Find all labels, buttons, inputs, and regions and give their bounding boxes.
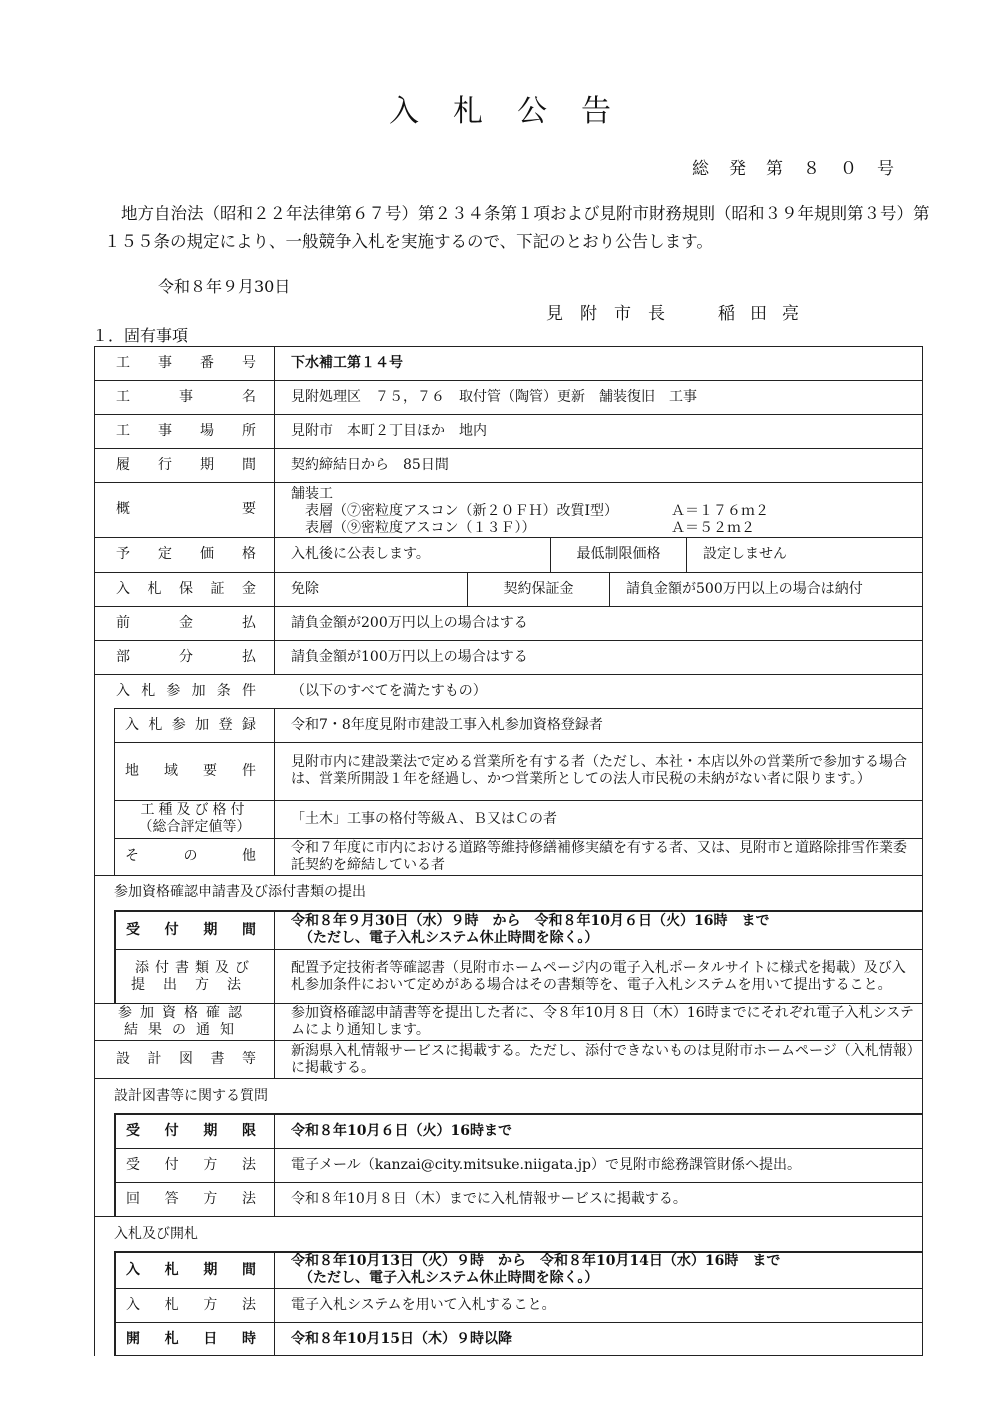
label-text — [125, 717, 256, 734]
label-char: 加 — [195, 716, 210, 733]
label-char: 法 — [241, 1157, 256, 1173]
label-char: 地 — [125, 762, 139, 779]
label-text — [126, 1331, 256, 1348]
label-char: 事 — [158, 354, 172, 371]
application-heading: 参加資格確認申請書及び添付書類の提出 — [114, 884, 366, 900]
intro-paragraph: 地方自治法（昭和２２年法律第６７号）第２３４条第１項および見附市財務規則（昭和３９年規則第３号）第１５５条の規定により、一般競争入札を実施するので、下記のとおり公告します。 — [104, 204, 930, 251]
label-text — [116, 546, 256, 563]
label-char: 金 — [242, 580, 256, 597]
koji-mei-value: 見附処理区 ７５，７６ 取付管（陶管）更新 舗装復旧 工事 — [291, 388, 697, 405]
koshu-label-main: 工種及び格付 — [140, 802, 249, 818]
kaisatsu-label — [116, 1323, 274, 1355]
label-char: 間 — [241, 1262, 256, 1278]
label-char: 事 — [179, 388, 193, 405]
chiiki-value: 見附市内に建設業法で定める営業所を有する者（ただし、本社・本店以外の営業所で参加する場合は、営業所開設１年を経過し、かつ営業所としての法人市民税の未納がない者に限ります。） — [291, 754, 907, 787]
hoshokin-label — [94, 572, 274, 606]
uketsuke-kikan-note: （ただし、電子入札システム休止時間を除く。） — [299, 930, 599, 946]
q-kigen-value: 令和８年10月６日（火）16時まで — [291, 1123, 512, 1139]
gaiyo-line2: 表層（⑦密粒度アスコン（新２０ＦＨ）改質Ⅰ型） — [305, 503, 618, 519]
label-char: 受 — [126, 922, 140, 938]
nyusatsu-kikan-label — [116, 1253, 274, 1288]
label-text — [116, 615, 256, 632]
sonota-label — [115, 838, 274, 875]
label-text — [116, 423, 256, 440]
koshu-label — [115, 800, 274, 838]
label-char: 方 — [203, 1157, 218, 1173]
label-char: 場 — [200, 422, 214, 439]
gaiyo-line3: 表層（⑨密粒度アスコン（１３Ｆ）） — [305, 520, 536, 536]
label-char: 格 — [242, 546, 256, 562]
koji-bango-value: 下水補工第１４号 — [291, 354, 403, 371]
toroku-value: 令和7・8年度見附市建設工事入札参加資格登録者 — [291, 716, 603, 733]
label-char: の — [183, 848, 198, 864]
label-char: 方 — [203, 1297, 218, 1313]
nyusatsu-kikan-text: 令和８年10月13日（火）９時 から 令和８年10月14日（水）16時 まで — [291, 1253, 781, 1269]
table-border — [922, 346, 923, 1356]
tenpu-label-2: 提出方法 — [131, 976, 259, 993]
label-char: 登 — [218, 716, 233, 733]
nyusatsu-hoho-value: 電子入札システムを用いて入札すること。 — [291, 1297, 556, 1313]
document-number: 総発第８０号 — [692, 159, 914, 179]
label-char: 保 — [179, 580, 193, 597]
label-char: 付 — [164, 1123, 179, 1139]
label-char: 件 — [241, 682, 256, 699]
sonota-value: 令和７年度に市内における道路等維持修繕補修実績を有する者、又は、見附市と道路除排雪作業委託契約を締結している者 — [291, 839, 907, 873]
label-char: 分 — [179, 648, 193, 665]
koji-basho-label — [94, 414, 274, 448]
notice-table — [94, 346, 923, 1356]
label-text — [126, 1262, 256, 1279]
tsuchi-label-1: 参加資格確認 — [118, 1005, 250, 1021]
label-text — [116, 355, 256, 372]
gaiyo-line1: 舗装工 — [291, 486, 333, 502]
label-text — [116, 457, 256, 474]
label-text — [116, 1051, 256, 1068]
label-char: 工 — [116, 354, 130, 371]
label-char: 等 — [242, 1051, 256, 1067]
label-char: 札 — [164, 1297, 179, 1313]
label-char: 号 — [242, 354, 256, 371]
label-char: 図 — [179, 1051, 193, 1067]
label-char: 期 — [203, 922, 218, 938]
nyusatsu-hoho-label — [116, 1289, 274, 1322]
hoshokin-value: 免除 — [291, 580, 319, 597]
label-char: 払 — [242, 648, 256, 665]
chiiki-label — [115, 742, 274, 800]
label-text — [116, 683, 256, 700]
koshu-label-sub: （総合評定値等） — [138, 819, 251, 835]
label-text — [116, 581, 256, 598]
yotei-kakaku-label — [94, 537, 274, 572]
label-char: 設 — [116, 1051, 130, 1067]
label-char: 札 — [148, 716, 163, 733]
kaisatsu-value: 令和８年10月15日（木）９時以降 — [291, 1330, 512, 1347]
tenpu-label-1: 添付書類及び — [135, 959, 255, 976]
label-char: 要 — [203, 762, 217, 779]
label-char: 名 — [242, 388, 256, 405]
label-char: 加 — [191, 682, 206, 699]
toroku-label — [115, 708, 274, 742]
label-char: 工 — [116, 388, 130, 405]
label-char: 録 — [241, 716, 256, 733]
signer — [546, 299, 814, 324]
label-char: 払 — [242, 614, 256, 631]
label-char: 札 — [147, 580, 162, 597]
label-char: 入 — [125, 716, 139, 733]
label-char: 条 — [216, 682, 231, 699]
koji-mei-label — [94, 380, 274, 414]
label-char: 予 — [116, 546, 130, 562]
tenpu-value: 配置予定技術者等確認書（見附市ホームページ内の電子入札ポータルサイトに様式を掲載）及び入札参加条件において定めがある場合はその書類等を、電子入札システムを用いて提出すること。 — [291, 959, 906, 993]
label-char: 受 — [126, 1123, 140, 1139]
label-text — [126, 1297, 256, 1314]
gaiyo-line3-qty: Ａ＝５２ｍ２ — [671, 520, 755, 536]
tsuchi-value: 参加資格確認申請書等を提出した者に、令８年10月８日（木）16時までにそれぞれ電子入札システムにより通知します。 — [291, 1005, 914, 1038]
label-char: 件 — [242, 762, 256, 779]
q-kaito-value: 令和８年10月８日（木）までに入札情報サービスに掲載する。 — [291, 1191, 687, 1207]
label-text — [125, 763, 256, 780]
q-hoho-label — [116, 1149, 274, 1182]
label-text — [116, 389, 256, 406]
label-char: 入 — [116, 682, 130, 699]
label-char: 答 — [164, 1191, 179, 1207]
label-char: 札 — [164, 1330, 179, 1347]
label-char: 要 — [242, 501, 256, 517]
bubun-value: 請負金額が100万円以上の場合はする — [291, 648, 528, 665]
bidding-heading: 入札及び開札 — [114, 1225, 198, 1242]
label-char: 前 — [116, 614, 130, 631]
label-char: 行 — [158, 456, 172, 473]
q-hoho-value: 電子メール（kanzai@city.mitsuke.niigata.jp）で見附市総務課管財係へ提出。 — [291, 1157, 802, 1173]
label-text — [126, 1157, 256, 1174]
label-text — [125, 848, 256, 865]
label-char: 期 — [203, 1262, 218, 1278]
signer-title: 見附市長 — [546, 304, 682, 324]
koji-bango-label — [94, 346, 274, 380]
gaiyo-line3-row — [291, 520, 922, 537]
koshu-value: 「土木」工事の格付等級Ａ、Ｂ又はＣの者 — [291, 810, 557, 827]
riko-kikan-label — [94, 448, 274, 482]
keiyaku-hoshokin-label: 契約保証金 — [503, 580, 574, 597]
notice-date: 令和８年９月30日 — [158, 277, 291, 296]
nyusatsu-kikan-note: （ただし、電子入札システム休止時間を除く。） — [299, 1270, 599, 1286]
label-char: 回 — [126, 1191, 140, 1207]
label-char: 間 — [241, 922, 256, 938]
label-text — [126, 1123, 256, 1140]
uketsuke-kikan-text: 令和８年９月30日（水）９時 から 令和８年10月６日（火）16時 まで — [291, 913, 770, 929]
label-text — [126, 1191, 256, 1208]
label-char: 他 — [242, 848, 256, 864]
q-kaito-label — [116, 1183, 274, 1216]
label-char: 番 — [200, 354, 214, 371]
sekkei-label — [94, 1041, 274, 1078]
label-char: 法 — [241, 1191, 256, 1207]
label-char: 概 — [116, 501, 130, 517]
bubun-label — [94, 640, 274, 674]
label-char: 方 — [203, 1191, 218, 1207]
uketsuke-kikan-label — [116, 912, 274, 949]
label-char: 計 — [147, 1051, 162, 1067]
label-char: 履 — [116, 456, 130, 473]
label-char: 法 — [241, 1297, 256, 1313]
label-char: 価 — [200, 546, 214, 562]
label-char: 証 — [210, 580, 225, 597]
tsuchi-label-2: 結果の通知 — [124, 1022, 244, 1038]
label-char: 開 — [126, 1330, 140, 1347]
maekin-value: 請負金額が200万円以上の場合はする — [291, 614, 528, 631]
label-char: 付 — [164, 922, 179, 938]
label-char: 入 — [126, 1297, 140, 1313]
label-char: 付 — [164, 1157, 179, 1173]
saitei-kakaku-value: 設定しません — [703, 546, 787, 562]
sekkei-value: 新潟県入札情報サービスに掲載する。ただし、添付できないものは見附市ホームページ（入札情報）に掲載する。 — [291, 1042, 914, 1076]
maekin-label — [94, 606, 274, 640]
tsuchi-label — [94, 1004, 274, 1040]
gaiyo-label — [94, 482, 274, 537]
label-char: 時 — [241, 1330, 256, 1347]
label-char: 参 — [166, 682, 181, 699]
koji-basho-value: 見附市 本町２丁目ほか 地内 — [291, 422, 487, 439]
label-char: 事 — [158, 422, 172, 439]
keiyaku-hoshokin-value: 請負金額が500万円以上の場合は納付 — [626, 580, 863, 597]
label-text — [126, 922, 256, 939]
label-char: そ — [125, 848, 139, 864]
label-char: 限 — [241, 1123, 256, 1139]
label-text — [116, 501, 256, 518]
yotei-kakaku-value: 入札後に公表します。 — [291, 546, 430, 562]
gaiyo-line2-row — [291, 503, 922, 520]
gaiyo-value — [275, 482, 922, 537]
label-char: 受 — [126, 1157, 140, 1173]
label-char: 入 — [126, 1262, 140, 1278]
label-char: 札 — [164, 1262, 179, 1278]
sanka-joken-label — [94, 674, 274, 708]
label-char: 所 — [242, 422, 256, 439]
uketsuke-kikan-value — [275, 912, 922, 949]
label-char: 期 — [203, 1123, 218, 1139]
signer-name: 稲田亮 — [718, 304, 814, 324]
label-char: 金 — [179, 614, 193, 631]
q-kigen-label — [116, 1115, 274, 1148]
tenpu-label — [116, 950, 274, 1003]
section-heading: １．固有事項 — [92, 326, 189, 345]
nyusatsu-kikan-value — [275, 1253, 922, 1288]
label-char: 入 — [116, 580, 130, 597]
label-char: 日 — [203, 1330, 218, 1347]
label-char: 期 — [200, 456, 214, 473]
label-char: 間 — [242, 456, 256, 473]
label-char: 書 — [210, 1051, 225, 1067]
label-char: 部 — [116, 648, 130, 665]
label-char: 定 — [158, 546, 172, 562]
gaiyo-line2-qty: Ａ＝１７６ｍ２ — [671, 503, 769, 519]
riko-kikan-value: 契約締結日から 85日間 — [291, 456, 449, 473]
label-char: 工 — [116, 422, 130, 439]
saitei-kakaku-label: 最低制限価格 — [576, 546, 661, 562]
page-title: 入札公告 — [389, 94, 645, 129]
sanka-joken-value: （以下のすべてを満たすもの） — [291, 682, 487, 699]
questions-heading: 設計図書等に関する質問 — [114, 1087, 268, 1104]
table-rule — [114, 1355, 923, 1356]
label-char: 域 — [164, 762, 178, 779]
label-char: 札 — [141, 682, 156, 699]
label-text — [116, 649, 256, 666]
label-char: 参 — [171, 716, 186, 733]
